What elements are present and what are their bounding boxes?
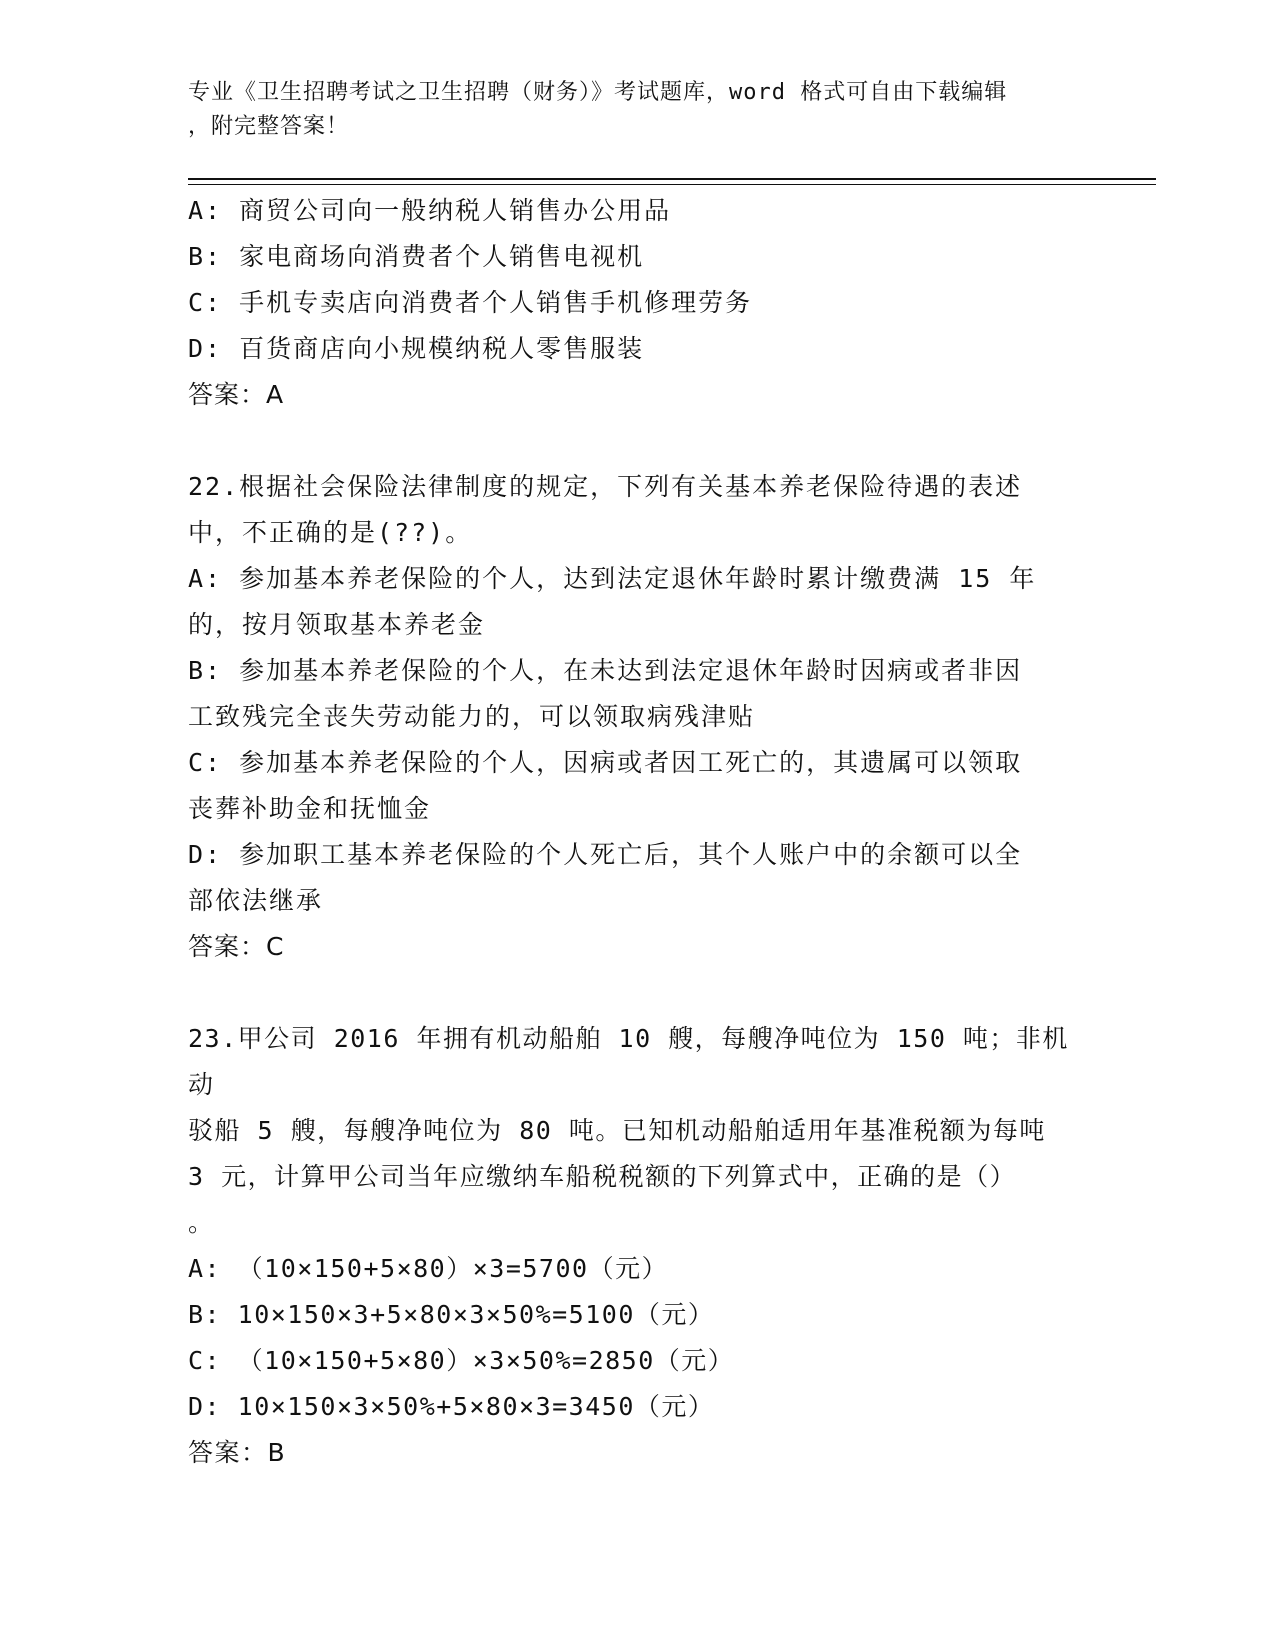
q23-option-d: D: 10×150×3×50%+5×80×3=3450（元） xyxy=(188,1392,715,1421)
q22-stem-line-2: 中，不正确的是(??)。 xyxy=(188,518,473,547)
q21-answer: 答案：A xyxy=(188,380,285,409)
q22-option-a-line-2: 的，按月领取基本养老金 xyxy=(188,610,486,639)
q23-stem-line-3: 3 元，计算甲公司当年应缴纳车船税税额的下列算式中，正确的是（） xyxy=(188,1162,1017,1191)
q23-stem-line-2: 驳船 5 艘，每艘净吨位为 80 吨。已知机动船舶适用年基准税额为每吨 xyxy=(188,1116,1046,1145)
q22-option-d-line-2: 部依法继承 xyxy=(188,886,324,915)
q23-stem-line-4: 。 xyxy=(188,1208,215,1237)
q22-option-c-line-2: 丧葬补助金和抚恤金 xyxy=(188,794,432,823)
q23-option-c: C: （10×150+5×80）×3×50%=2850（元） xyxy=(188,1346,735,1375)
spacer xyxy=(188,970,1088,1016)
q22-answer: 答案：C xyxy=(188,932,285,961)
q21-option-a: A: 商贸公司向一般纳税人销售办公用品 xyxy=(188,196,672,225)
header-title-line-2: ，附完整答案！ xyxy=(188,114,350,139)
spacer xyxy=(188,418,1088,464)
q21-option-b: B: 家电商场向消费者个人销售电视机 xyxy=(188,242,645,271)
q22-option-b-line-2: 工致残完全丧失劳动能力的，可以领取病残津贴 xyxy=(188,702,756,731)
header-title-line-1: 专业《卫生招聘考试之卫生招聘（财务）》考试题库，word 格式可自由下载编辑 xyxy=(188,80,1008,105)
q21-option-c: C: 手机专卖店向消费者个人销售手机修理劳务 xyxy=(188,288,753,317)
question-content xyxy=(188,188,1088,1476)
header-divider-thin xyxy=(188,184,1156,185)
q22-option-b-line-1: B: 参加基本养老保险的个人，在未达到法定退休年龄时因病或者非因 xyxy=(188,656,1023,685)
q23-stem-line-1: 23.甲公司 2016 年拥有机动船舶 10 艘，每艘净吨位为 150 吨；非机动 xyxy=(188,1024,1069,1099)
q23-option-b: B: 10×150×3+5×80×3×50%=5100（元） xyxy=(188,1300,715,1329)
q23-answer: 答案：B xyxy=(188,1438,287,1467)
document-header xyxy=(188,76,1078,144)
q22-option-c-line-1: C: 参加基本养老保险的个人，因病或者因工死亡的，其遗属可以领取 xyxy=(188,748,1023,777)
question-22 xyxy=(188,464,1088,970)
q22-option-a-line-1: A: 参加基本养老保险的个人，达到法定退休年龄时累计缴费满 15 年 xyxy=(188,564,1037,593)
header-divider-thick xyxy=(188,178,1156,180)
q22-stem-line-1: 22.根据社会保险法律制度的规定，下列有关基本养老保险待遇的表述 xyxy=(188,472,1023,501)
q22-option-d-line-1: D: 参加职工基本养老保险的个人死亡后，其个人账户中的余额可以全 xyxy=(188,840,1023,869)
question-21 xyxy=(188,188,1088,418)
question-23 xyxy=(188,1016,1088,1476)
q21-option-d: D: 百货商店向小规模纳税人零售服装 xyxy=(188,334,645,363)
q23-option-a: A: （10×150+5×80）×3=5700（元） xyxy=(188,1254,669,1283)
